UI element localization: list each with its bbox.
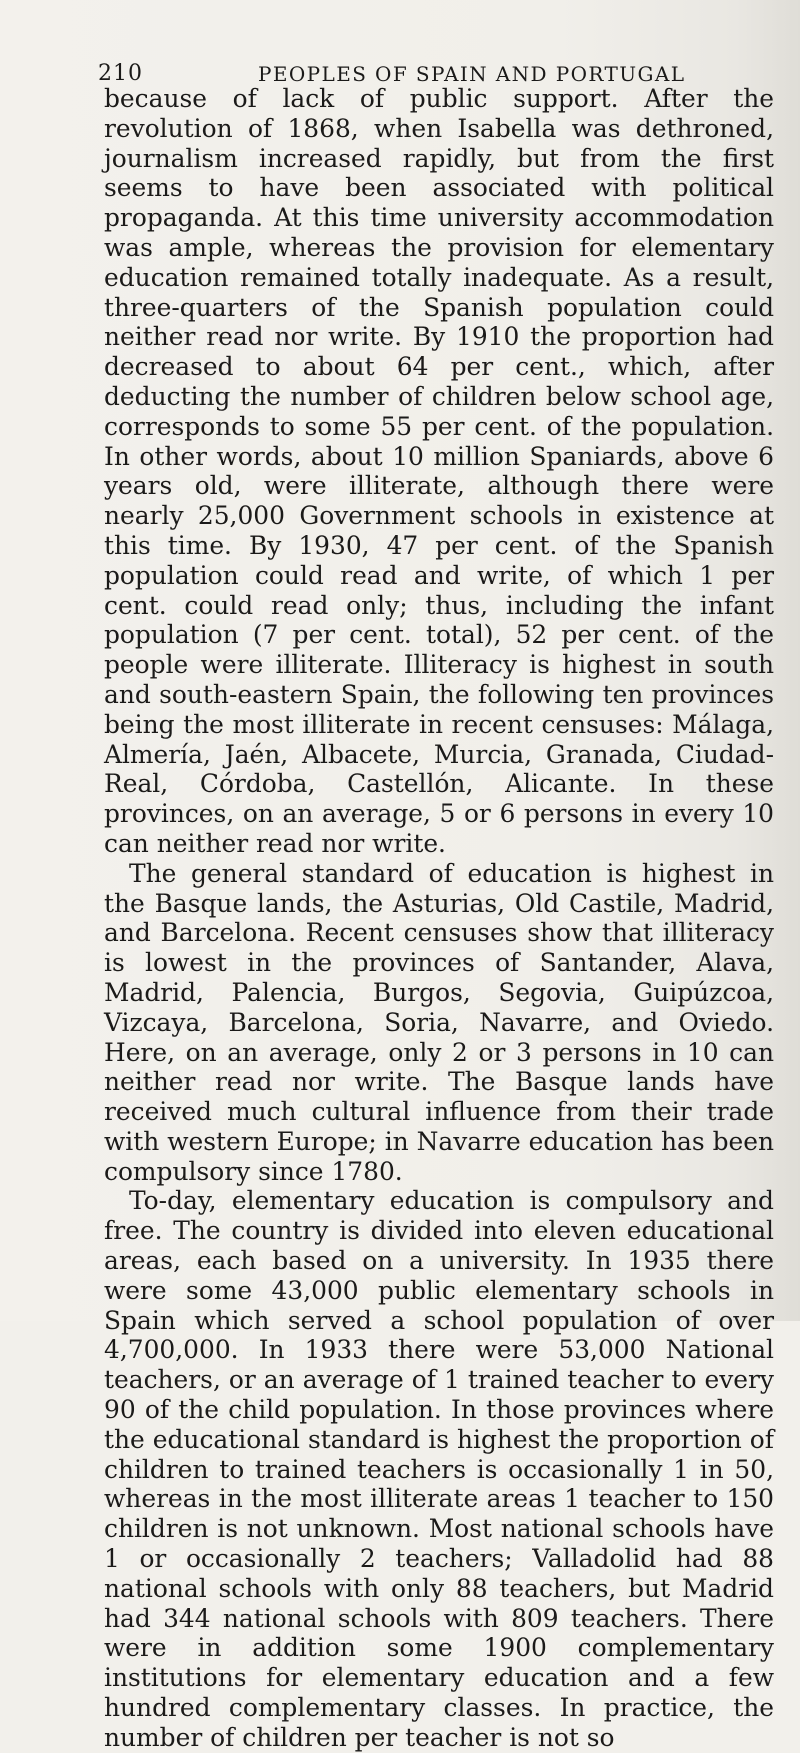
page-number: 210 bbox=[98, 61, 143, 86]
running-head: PEOPLES OF SPAIN AND PORTUGAL bbox=[258, 62, 686, 86]
paragraph-1: because of lack of public support. After the revolution of 1868, when Isabella was dethroned, journalism increased rapidly, but from the first seems to have been associated with political propaganda. At this time university accommodation was ample, whereas the provision for elementary education remained totally inadequate. As a result, three-quarters of the Spanish population could neither read nor write. By 1910 the proportion had decreased to about 64 per cent., which, after deducting the number of children below school age, corresponds to some 55 per cent. of the population. In other words, about 10 million Spaniards, above 6 years old, were illiterate, although there were nearly 25,000 Government schools in existence at this time. By 1930, 47 per cent. of the Spanish population could read and write, of which 1 per cent. could read only; thus, including the infant population (7 per cent. total), 52 per cent. of the people were illiterate. Illiteracy is highest in south and south-eastern Spain, the following ten provinces being the most illiterate in recent censuses: Málaga, Almería, Jaén, Albacete, Murcia, Granada, Ciudad-Real, Córdoba, Castellón, Alicante. In these provinces, on an average, 5 or 6 persons in every 10 can neither read nor write. bbox=[104, 84, 774, 858]
body-text bbox=[104, 84, 774, 1753]
paragraph-3: To-day, elementary education is compulsory and free. The country is divided into eleven educational areas, each based on a university. In 1935 there were some 43,000 public elementary schools in Spain which served a school population of over 4,700,000. In 1933 there were 53,000 National teachers, or an average of 1 trained teacher to every 90 of the child population. In those provinces where the educational standard is highest the proportion of children to trained teachers is occasionally 1 in 50, whereas in the most illiterate areas 1 teacher to 150 children is not unknown. Most national schools have 1 or occasionally 2 teachers; Valladolid had 88 national schools with only 88 teachers, but Madrid had 344 national schools with 809 teachers. There were in addition some 1900 complementary institutions for elementary education and a few hundred complementary classes. In practice, the number of children per teacher is not so bbox=[104, 1186, 774, 1752]
paragraph-2: The general standard of education is highest in the Basque lands, the Asturias, Old Castile, Madrid, and Barcelona. Recent censuses show that illiteracy is lowest in the provinces of Santander, Alava, Madrid, Palencia, Burgos, Segovia, Guipúzcoa, Vizcaya, Barcelona, Soria, Navarre, and Oviedo. Here, on an average, only 2 or 3 persons in 10 can neither read nor write. The Basque lands have received much cultural influence from their trade with western Europe; in Navarre education has been compulsory since 1780. bbox=[104, 858, 774, 1186]
